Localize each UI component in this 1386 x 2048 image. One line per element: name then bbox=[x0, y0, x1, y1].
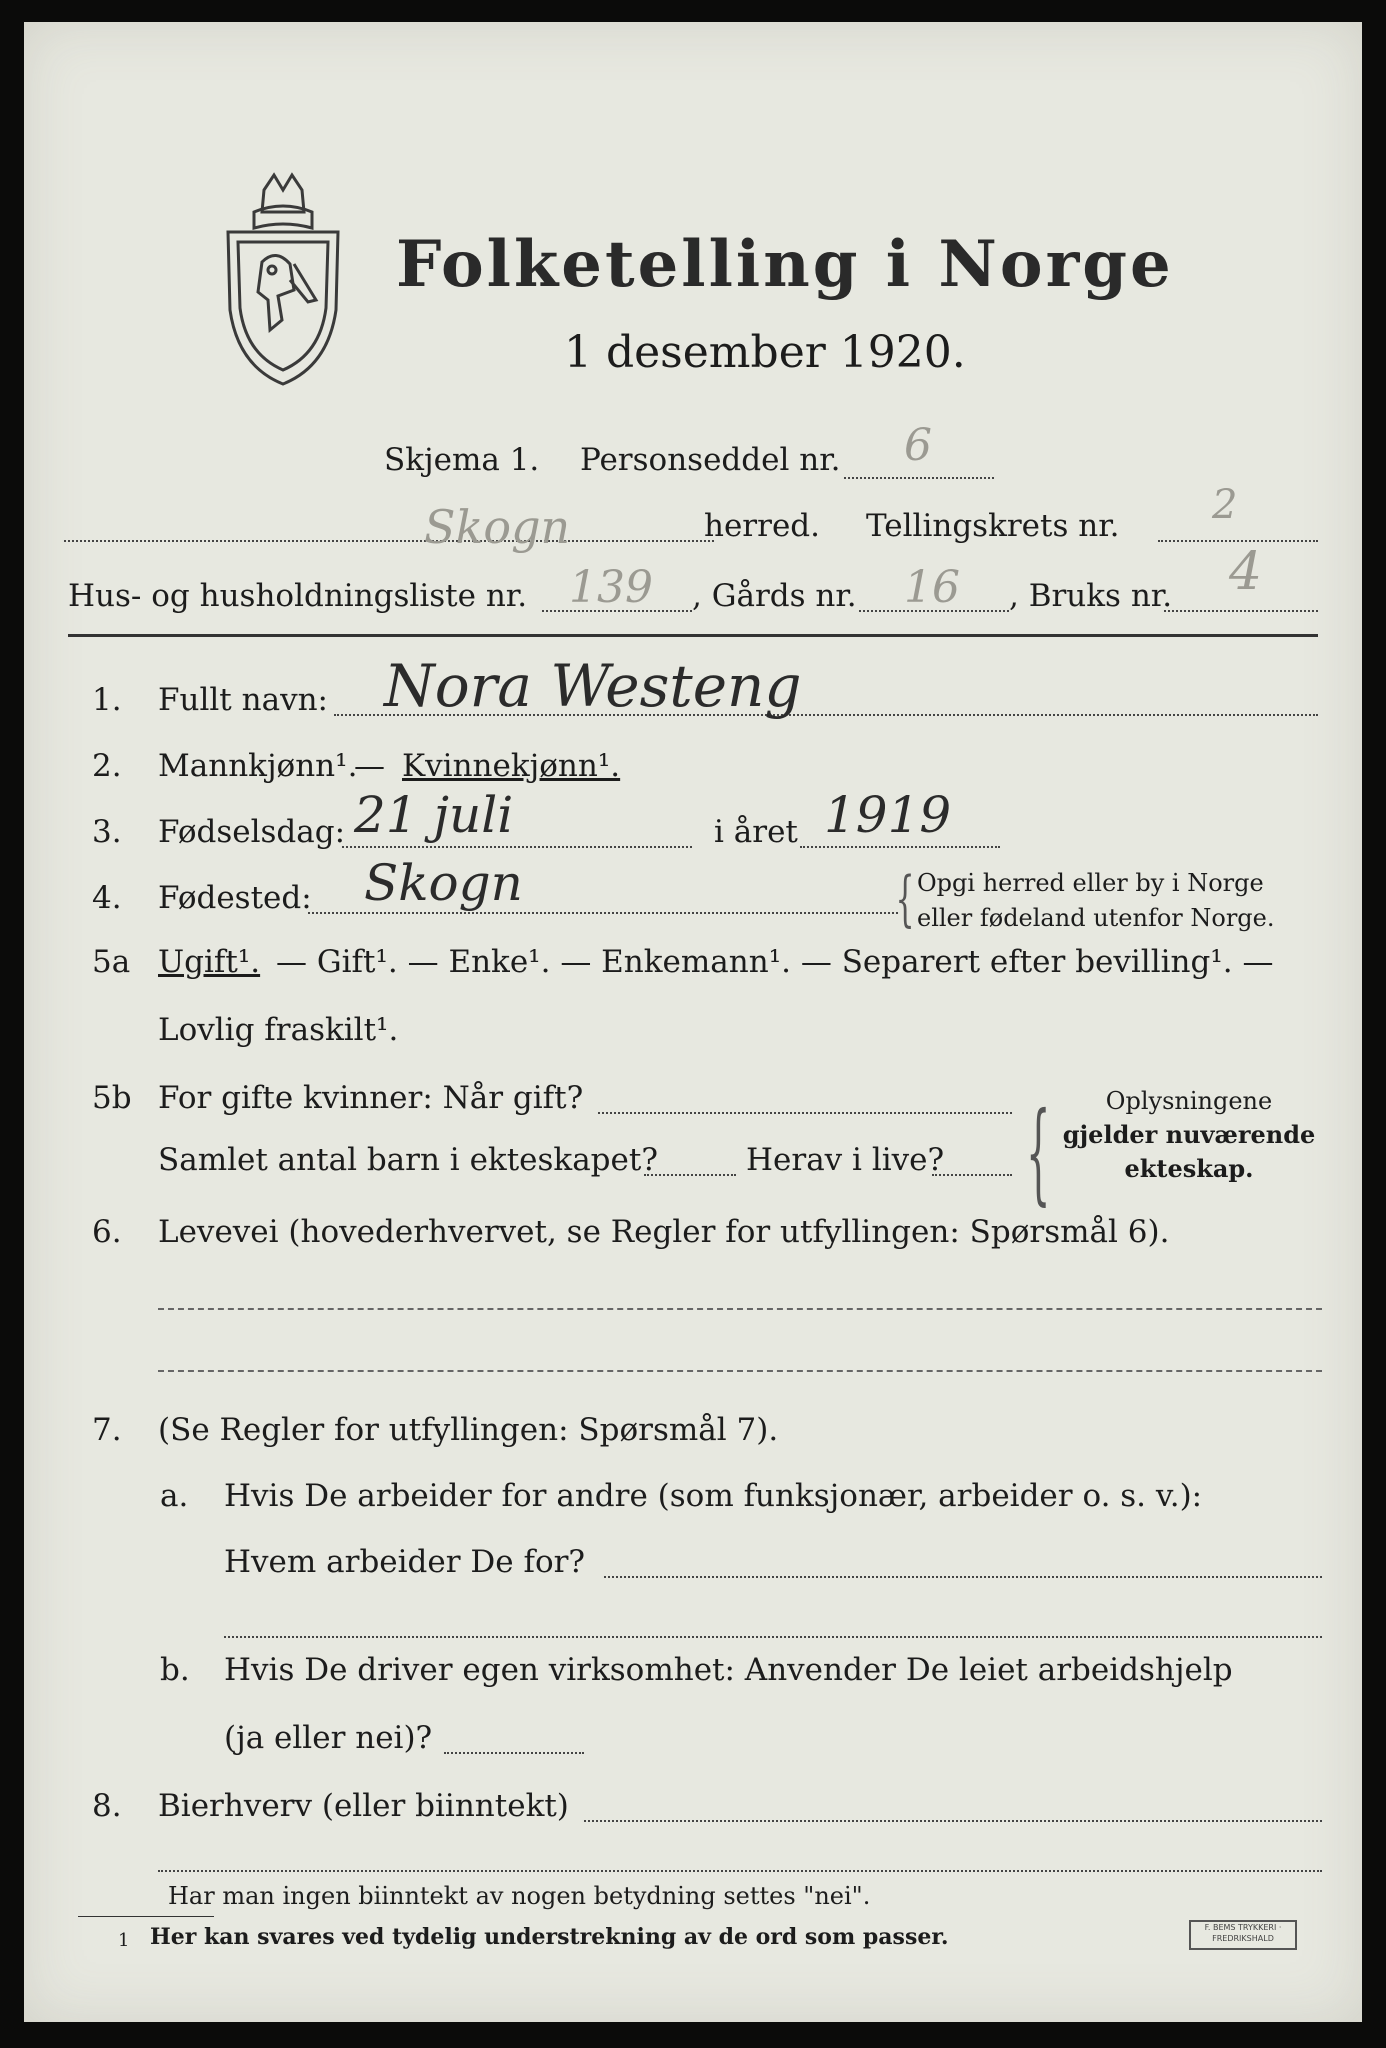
q2-number: 2. bbox=[92, 748, 122, 784]
q3-day-line bbox=[342, 846, 692, 848]
q8-answer-line2 bbox=[158, 1870, 1322, 1872]
q5b-children-total: Samlet antal barn i ekteskapet? bbox=[158, 1142, 658, 1178]
bruks-label: , Bruks nr. bbox=[1009, 578, 1173, 614]
q1-label: Fullt navn: bbox=[158, 682, 328, 718]
q3-label: Fødselsdag: bbox=[158, 814, 346, 850]
q3-year-label: i året bbox=[714, 814, 798, 850]
footnote-rule bbox=[78, 1916, 214, 1917]
q5b-note-line2: gjelder nuværende bbox=[1062, 1120, 1316, 1149]
q2-separator: — bbox=[354, 748, 385, 784]
personseddel-line bbox=[844, 477, 994, 479]
q5b-alive-line bbox=[932, 1174, 1012, 1176]
q3-number: 3. bbox=[92, 814, 122, 850]
personseddel-number: 6 bbox=[904, 420, 932, 471]
form-title: Folketelling i Norge bbox=[396, 227, 1174, 302]
q8-label: Bierhverv (eller biinntekt) bbox=[158, 1788, 569, 1824]
q7b-letter: b. bbox=[160, 1652, 190, 1688]
q7-number: 7. bbox=[92, 1412, 122, 1448]
tellingskrets-label: Tellingskrets nr. bbox=[866, 508, 1120, 544]
q4-label: Fødested: bbox=[158, 880, 312, 916]
q2-male-option: Mannkjønn¹. bbox=[158, 748, 358, 784]
q5b-married-when: For gifte kvinner: Når gift? bbox=[158, 1080, 584, 1116]
q5b-note bbox=[1054, 1084, 1324, 1186]
q4-note-line1: Opgi herred eller by i Norge bbox=[917, 869, 1264, 897]
herred-value: Skogn bbox=[424, 500, 571, 554]
full-name-value: Nora Westeng bbox=[384, 652, 802, 720]
footnote-mark: 1 bbox=[118, 1930, 130, 1951]
q6-number: 6. bbox=[92, 1214, 122, 1250]
q6-answer-line1 bbox=[158, 1308, 1322, 1310]
q5a-line2: Lovlig fraskilt¹. bbox=[158, 1012, 399, 1048]
q4-number: 4. bbox=[92, 880, 122, 916]
q7a-text: Hvis De arbeider for andre (som funksjonær, arbeider o. s. v.): bbox=[224, 1478, 1203, 1514]
q4-note-line2: eller fødeland utenfor Norge. bbox=[917, 904, 1275, 932]
q5b-children-line bbox=[644, 1174, 736, 1176]
census-form-page bbox=[24, 22, 1362, 2022]
q5a-other-options: — Gift¹. — Enke¹. — Enkemann¹. — Separert efter bevilling¹. — bbox=[276, 944, 1274, 980]
q5b-children-alive: Herav i live? bbox=[746, 1142, 945, 1178]
q4-brace: { bbox=[895, 864, 915, 934]
header-divider bbox=[68, 634, 1318, 637]
birthplace-value: Skogn bbox=[364, 854, 523, 912]
q5b-note-line3: ekteskap. bbox=[1124, 1154, 1254, 1183]
q5b-number: 5b bbox=[92, 1080, 132, 1116]
census-date: 1 desember 1920. bbox=[564, 327, 966, 378]
q8-answer-line1 bbox=[584, 1820, 1322, 1822]
q2-female-option: Kvinnekjønn¹. bbox=[402, 748, 621, 784]
q5a-number: 5a bbox=[92, 944, 131, 980]
q5b-note-line1: Oplysningene bbox=[1105, 1087, 1273, 1115]
husholdning-value: 139 bbox=[569, 562, 653, 613]
q8-note: Har man ingen biinntekt av nogen betydning settes "nei". bbox=[168, 1882, 871, 1910]
q7b-question: (ja eller nei)? bbox=[224, 1720, 433, 1756]
q7a-letter: a. bbox=[160, 1478, 189, 1514]
birth-day-value: 21 juli bbox=[354, 786, 514, 844]
q8-number: 8. bbox=[92, 1788, 122, 1824]
q6-answer-line2 bbox=[158, 1370, 1322, 1372]
q5a-ugift-option: Ugift¹. bbox=[158, 944, 261, 980]
q5b-brace: { bbox=[1026, 1088, 1051, 1216]
printer-stamp: F. BEMS TRYKKERI · FREDRIKSHALD bbox=[1189, 1920, 1297, 1950]
q3-year-line bbox=[800, 846, 1000, 848]
q7a-question: Hvem arbeider De for? bbox=[224, 1544, 586, 1580]
q6-label: Levevei (hovederhvervet, se Regler for utfyllingen: Spørsmål 6). bbox=[158, 1214, 1170, 1250]
gards-label: , Gårds nr. bbox=[692, 578, 857, 614]
schema-label: Skjema 1. bbox=[384, 442, 540, 478]
husholdning-label: Hus- og husholdningsliste nr. bbox=[68, 578, 528, 614]
herred-label: herred. bbox=[704, 508, 820, 544]
q7b-answer-line bbox=[444, 1752, 584, 1754]
q4-line bbox=[308, 912, 898, 914]
birth-year-value: 1919 bbox=[824, 786, 952, 844]
norwegian-coat-of-arms-icon bbox=[224, 170, 342, 390]
footnote-text: Her kan svares ved tydelig understrekning av de ord som passer. bbox=[150, 1924, 949, 1950]
q7-label: (Se Regler for utfyllingen: Spørsmål 7). bbox=[158, 1412, 779, 1448]
personseddel-label: Personseddel nr. bbox=[580, 442, 841, 478]
gards-value: 16 bbox=[904, 562, 960, 613]
tellingskrets-value: 2 bbox=[1212, 482, 1238, 528]
q1-number: 1. bbox=[92, 682, 122, 718]
q7a-answer-line2 bbox=[224, 1636, 1322, 1638]
bruks-value: 4 bbox=[1229, 542, 1263, 602]
bruks-line bbox=[1164, 610, 1318, 612]
herred-line bbox=[64, 540, 714, 542]
q5b-married-line bbox=[598, 1112, 1012, 1114]
q7a-answer-line1 bbox=[604, 1576, 1322, 1578]
q7b-text: Hvis De driver egen virksomhet: Anvender De leiet arbeidshjelp bbox=[224, 1652, 1233, 1688]
